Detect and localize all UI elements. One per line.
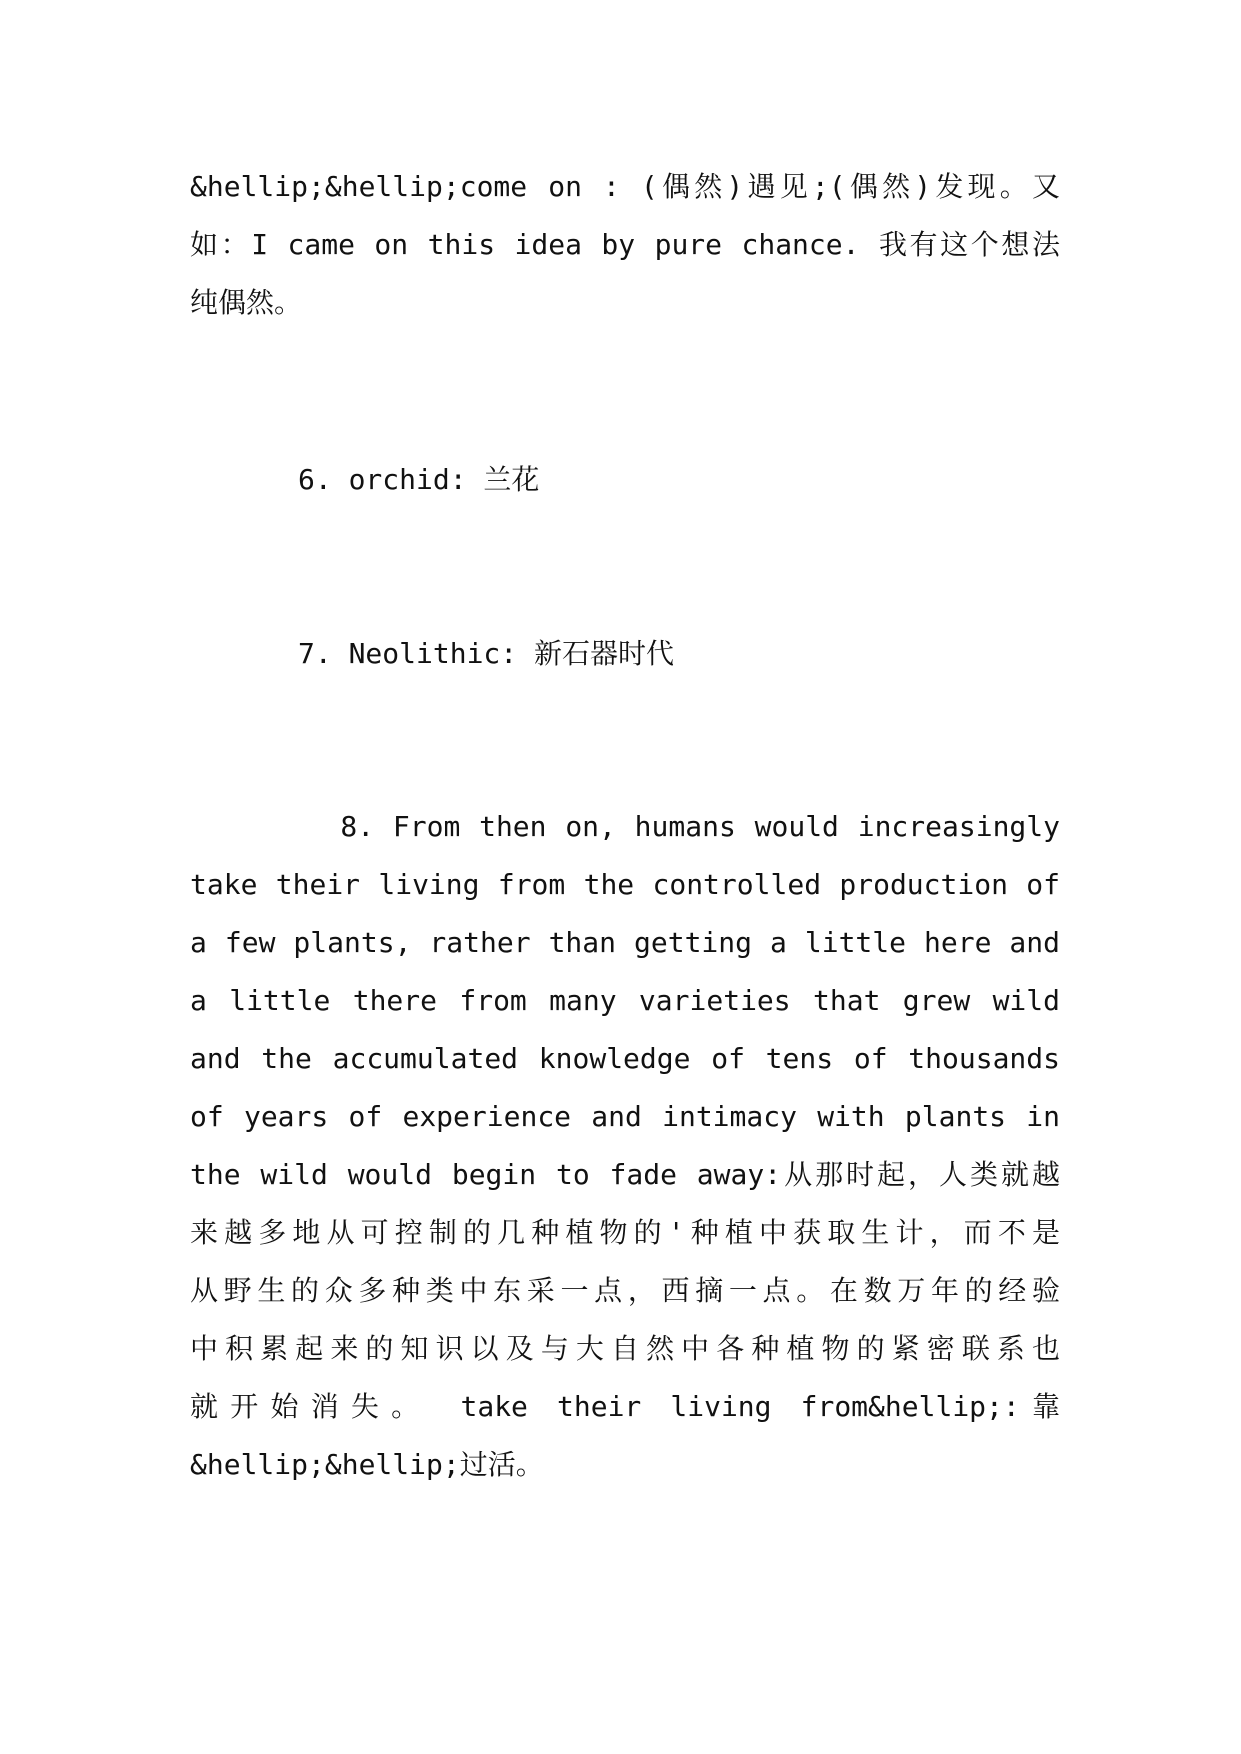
text-line: a few plants, rather than getting a little here and <box>190 926 1060 959</box>
text-line: 中积累起来的知识以及与大自然中各种植物的紧密联系也 <box>190 1332 1060 1365</box>
text-line: a little there from many varieties that grew wild <box>190 984 1060 1017</box>
item-neolithic <box>298 625 1168 683</box>
text-line: of years of experience and intimacy with plants in <box>190 1100 1060 1133</box>
text-line: &hellip;&hellip;come on : (偶然)遇见;(偶然)发现。又 <box>190 170 1060 203</box>
text-line: 就开始消失。 take their living from&hellip;:靠 <box>190 1390 1060 1423</box>
paragraph-come-on <box>190 158 1060 332</box>
text-line: 如：I came on this idea by pure chance. 我有这个想法 <box>190 228 1060 261</box>
item-orchid <box>298 451 1168 509</box>
text-line: 来越多地从可控制的几种植物的'种植中获取生计，而不是 <box>190 1216 1060 1249</box>
text-line: &hellip;&hellip;过活。 <box>190 1448 544 1481</box>
text-line: and the accumulated knowledge of tens of thousands <box>190 1042 1060 1075</box>
paragraph-item-8 <box>190 798 1060 1494</box>
text-line: 6. orchid: 兰花 <box>298 463 540 496</box>
text-line: 从野生的众多种类中东采一点，西摘一点。在数万年的经验 <box>190 1274 1060 1307</box>
text-line: 7. Neolithic: 新石器时代 <box>298 637 675 670</box>
text-line: 8. From then on, humans would increasingly <box>190 810 1060 843</box>
text-line: take their living from the controlled production of <box>190 868 1060 901</box>
text-line: the wild would begin to fade away:从那时起，人类就越 <box>190 1158 1060 1191</box>
text-line: 纯偶然。 <box>190 286 303 319</box>
